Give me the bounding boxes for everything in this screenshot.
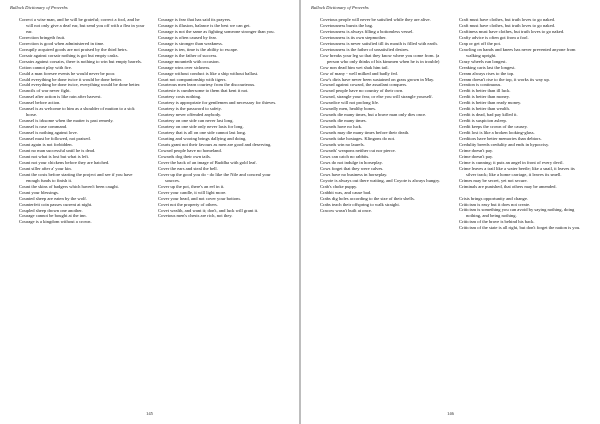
proverb-entry: Councils of war never fight. xyxy=(19,88,71,94)
proverb-entry: Covet wealth, and want it; don't, and luck will grant it. xyxy=(158,207,259,213)
proverb-entry: Coupled sheep drown one another. xyxy=(19,207,83,213)
proverb-entry: Crabs teach their offspring to walk straight. xyxy=(320,201,400,207)
proverb-entry: Cream always rises to the top. xyxy=(459,70,515,76)
proverb-entry: Cover the ears and steal the bell. xyxy=(158,165,218,171)
proverb-entry: Crime doesn't pay. xyxy=(459,147,494,153)
proverb-entry: Courage is fear that has said its prayers. xyxy=(158,17,232,22)
proverb-entry: Credit is better than wealth. xyxy=(459,106,510,112)
proverb-entry: Cow breaks your leg so that they know where you come from. (a person who only thinks of his kinsmen when he is in trouble) xyxy=(320,52,440,64)
proverb-entry: Courage is illusion, balance is the best we can get. xyxy=(158,22,251,28)
proverb-entry: Corruptly acquired goods are not praised by the third heirs. xyxy=(19,46,128,52)
proverb-entry: Courtesy is the password to safety. xyxy=(158,106,222,112)
proverb-entry: Crap or get off the pot. xyxy=(459,40,502,46)
proverb-entry: Crime leaves a trail like a water beetle; like a snail, it leaves its silver track; like a home carriage, it leaves its smell. xyxy=(459,165,575,177)
proverb-entry: Cowards win no laurels. xyxy=(320,142,365,148)
proverb-entry: Count the costs before starting the project and see if you have enough funds to finish it. xyxy=(19,171,133,183)
proverb-entry: Cracow wasn't built at once. xyxy=(320,207,372,213)
proverb-entry: Craftiness must have clothes, but truth loves to go naked. xyxy=(459,28,565,34)
proverb-entry: Criticism of the state is all right, but don't forget the nation is you. xyxy=(459,225,581,231)
proverb-entry: Creditors have better memories than debtors. xyxy=(459,136,542,142)
proverb-entry: Courting and wooing brings dallying and doing. xyxy=(158,136,247,142)
proverb-entry: Cows do not indulge in horseplay. xyxy=(320,159,383,165)
proverb-entry: Cowards may die many times before their death. xyxy=(320,130,410,136)
proverb-entry: Counsel before action. xyxy=(19,100,61,106)
proverb-entry: Cover up the pot, there's an eel in it. xyxy=(158,183,225,189)
proverb-entry: Cow non dead him wet shak him tail. xyxy=(320,64,389,70)
proverb-entry: Crime doesn't pay. xyxy=(459,153,494,159)
proverb-entry: Credit is dead, bad pay killed it. xyxy=(459,112,518,118)
proverb-entry: Courtesy costs nothing. xyxy=(158,94,202,100)
proverb-entry: Cows have no business in horseplay. xyxy=(320,171,388,177)
proverb-entry: Could everything be done twice, everything would be done better. xyxy=(19,82,141,88)
proverb-entry: Craft must have clothes, but truth loves to go naked. xyxy=(459,22,556,28)
proverb-entry: Cowards die many times, but a brave man only dies once. xyxy=(320,112,427,118)
proverb-entry: Crazy wheels run longest. xyxy=(459,58,507,64)
proverb-entry: Crafty advice is often got from a fool. xyxy=(459,34,529,40)
proverb-entry: Count siller after a' your kin. xyxy=(19,165,72,171)
proverb-entry: Count no man successful until he is dead. xyxy=(19,147,96,153)
proverb-entry: Courage is stronger than weakness. xyxy=(158,40,223,46)
left-page-column-2 xyxy=(158,17,284,219)
proverb-entry: Cowards have no luck. xyxy=(320,124,363,130)
proverb-entry: Coward people have no country of their own. xyxy=(320,88,404,94)
proverb-entry: Coward, strangle your fear, or else you will strangle yourself. xyxy=(320,94,433,100)
proverb-entry: Courage is often caused by fear. xyxy=(158,34,217,40)
proverb-entry: Counted sheep are eaten by the wolf. xyxy=(19,195,87,201)
proverb-entry: Could everything be done twice it would be done better. xyxy=(19,76,123,82)
proverb-entry: Correct a wise man, and he will be grateful; correct a fool, and he will not only give a deaf ear, but send you off with a flea in your ear. xyxy=(19,17,145,34)
proverb-entry: Crawling on hands and knees has never prevented anyone from walking upright. xyxy=(459,46,576,58)
proverb-entry: Covetous men's chests are rich, not they. xyxy=(158,213,233,219)
proverb-entry: Covetousness is never satisfied till its mouth is filled with earth. xyxy=(320,40,438,46)
proverb-entry: Count not your chickens before they are hatched. xyxy=(19,159,110,165)
proverb-entry: Covetous people will never be satisfied while they are alive. xyxy=(320,17,431,22)
proverb-entry: Courage is a kingdom without a crown. xyxy=(19,219,92,225)
proverb-entry: Criticism is something you can avoid by saying nothing, doing nothing, and being nothing. xyxy=(459,207,575,219)
proverb-entry: Cows can catch no rabbits. xyxy=(320,153,370,159)
proverb-entry: Courtesy on one side can never last long. xyxy=(158,118,234,124)
proverb-entry: Criticism of the brave is behind his back. xyxy=(459,219,535,225)
proverb-entry: Courage wins over sickness. xyxy=(158,64,211,70)
proverb-entry: Credit is better than money. xyxy=(459,94,510,100)
right-page xyxy=(301,0,600,424)
proverb-entry: Criticism is easy but it does not create. xyxy=(459,201,531,207)
proverb-entry: Covetousness is always filling a bottomless vessel. xyxy=(320,28,414,34)
proverb-entry: Cowards take hostages. Klingons do not. xyxy=(320,136,396,142)
proverb-entry: Counsel after action is like rain after harvest. xyxy=(19,94,102,100)
proverb-entry: Cowardice will not prolong life. xyxy=(320,100,380,106)
proverb-entry: Counsel must be followed, not praised. xyxy=(19,136,91,142)
proverb-entry: Criminals are punished, that others may be amended. xyxy=(459,183,557,189)
proverb-entry: Covetousness is its own stepmother. xyxy=(320,34,387,40)
proverb-entry: Creation is continuous. xyxy=(459,82,502,88)
proverb-entry: Courage mounteth with occasion. xyxy=(158,58,220,64)
proverb-entry: Covetousness is the father of unsatisfied desires. xyxy=(320,46,410,52)
proverb-entry: Corsairs against corsairs, there is nothing to win but empty barrels. xyxy=(19,58,142,64)
page-number: 145 xyxy=(146,411,153,416)
proverb-entry: Cowards dog their own tails. xyxy=(158,153,211,159)
proverb-entry: Cover up the good you do - do like the Nile and conceal your sources. xyxy=(158,171,271,183)
proverb-entry: Correction is good when administered in time. xyxy=(19,40,105,46)
proverb-entry: Counterfeit coin passes current at night. xyxy=(19,201,93,207)
proverb-entry: Counsel is as welcome to him as a shoulder of mutton to a sick horse. xyxy=(19,106,135,118)
proverb-entry: Cream doesn't rise to the top, it works its way up. xyxy=(459,76,550,82)
proverb-entry: Courts grant not their favours as men are good and deserving. xyxy=(158,142,272,148)
proverb-entry: Cow's dirts have never been sustained on grass grown in May. xyxy=(320,76,435,82)
proverb-entry: Covet not the property of others. xyxy=(158,201,218,207)
proverb-entry: Counsel is nothing against love. xyxy=(19,130,78,136)
right-page-column-1 xyxy=(320,17,446,213)
proverb-entry: Credit is better than ill luck. xyxy=(459,88,511,94)
proverb-entry: Coyote is always out there waiting, and Coyote is always hungry. xyxy=(320,177,441,183)
left-page xyxy=(0,0,299,424)
proverb-entry: Could a man foresee events he would never be poor. xyxy=(19,70,116,76)
proverb-entry: Crabs dig holes according to the size of their shells. xyxy=(320,195,415,201)
proverb-entry: Counsel is rase command. xyxy=(19,124,68,130)
proverb-entry: Cowards' weapons neither cut nor pierce. xyxy=(320,147,396,153)
proverb-entry: Correction bringeth fruit. xyxy=(19,34,66,40)
proverb-entry: Cowards die many times. xyxy=(320,118,367,124)
proverb-entry: Cover your candle, it will light more. xyxy=(158,189,227,195)
proverb-entry: Craft must have clothes, but truth loves to go naked. xyxy=(459,17,556,22)
proverb-entry: Coward people have no homeland. xyxy=(158,147,222,153)
proverb-entry: Court not companionship with tigers. xyxy=(158,76,227,82)
proverb-entry: Courtesy is appropriate for gentlemen and necessary for thieves. xyxy=(158,100,277,106)
proverb-entry: Credit keeps the crown of the causey. xyxy=(459,124,528,130)
proverb-entry: Courtesie is cumbersome to them that kent it not. xyxy=(158,88,249,94)
proverb-entry: Counsel is irksome when the matter is past remedy. xyxy=(19,118,114,124)
proverb-entry: Coward against coward, the assailant conquers. xyxy=(320,82,408,88)
proverb-entry: Cow of many - well milked and badly fed. xyxy=(320,70,398,76)
proverb-entry: Courtesy on one side only never lasts for long. xyxy=(158,124,244,130)
proverb-entry: Credit lost is like a broken looking-glass. xyxy=(459,130,535,136)
proverb-entry: Cows forget that they were calves. xyxy=(320,165,384,171)
proverb-entry: Count not what is lost but what is left. xyxy=(19,153,90,159)
proverb-entry: Courtesy never offended anybody. xyxy=(158,112,222,118)
proverb-entry: Crisis brings opportunity and change. xyxy=(459,195,529,201)
proverb-entry: Crab's choke puppy. xyxy=(320,183,358,189)
page-number: 146 xyxy=(447,411,454,416)
proverb-entry: Crimes may be secret, yet not secure. xyxy=(459,177,528,183)
proverb-entry: Count your blessings. xyxy=(19,189,59,195)
proverb-entry: Credit is suspicion asleep. xyxy=(459,118,507,124)
proverb-entry: Courteous men learn courtesy from the discourteous. xyxy=(158,82,256,88)
proverb-entry: Count the skins of badgers which haven't been caught. xyxy=(19,183,119,189)
proverb-entry: Cotton cannot play with fire. xyxy=(19,64,72,70)
proverb-entry: Cowardly men, healthy bones. xyxy=(320,106,377,112)
proverb-entry: Corsair against corsair nothing is got but empty casks. xyxy=(19,52,119,58)
proverb-entry: Credit is better than ready money. xyxy=(459,100,522,106)
proverb-entry: Cover your head, and not cover your bottom. xyxy=(158,195,241,201)
proverb-entry: Courage cannot be bought at the inn. xyxy=(19,213,87,219)
proverb-entry: Crabbit was, and cause bad. xyxy=(320,189,372,195)
proverb-entry: Courage without conduct is like a ship without ballast. xyxy=(158,70,259,76)
proverb-entry: Covetousness bursts the bag. xyxy=(320,22,374,28)
proverb-entry: Courage is not the same as fighting someone stronger than you. xyxy=(158,28,275,34)
running-head: Bullock Dictionary of Proverbs xyxy=(311,5,369,10)
right-page-column-2 xyxy=(459,17,585,231)
proverb-entry: Creaking carts last the longest. xyxy=(459,64,516,70)
proverb-entry: Courtesy that is all on one side cannot last long. xyxy=(158,130,247,136)
proverb-entry: Count again is not forbidden. xyxy=(19,142,73,148)
proverb-entry: Credulity breeds credulity and ends in hypocrisy. xyxy=(459,142,550,148)
proverb-entry: Courage is the father of success. xyxy=(158,52,218,58)
left-page-column-1 xyxy=(19,17,145,225)
proverb-entry: Crime is cunning; it puts an angel in front of every devil. xyxy=(459,159,564,165)
running-head: Bullock Dictionary of Proverbs xyxy=(10,5,68,10)
proverb-entry: Cover the back of an image of Buddha with gold leaf. xyxy=(158,159,257,165)
proverb-entry: Courage is ten, time is the ability to escape. xyxy=(158,46,239,52)
